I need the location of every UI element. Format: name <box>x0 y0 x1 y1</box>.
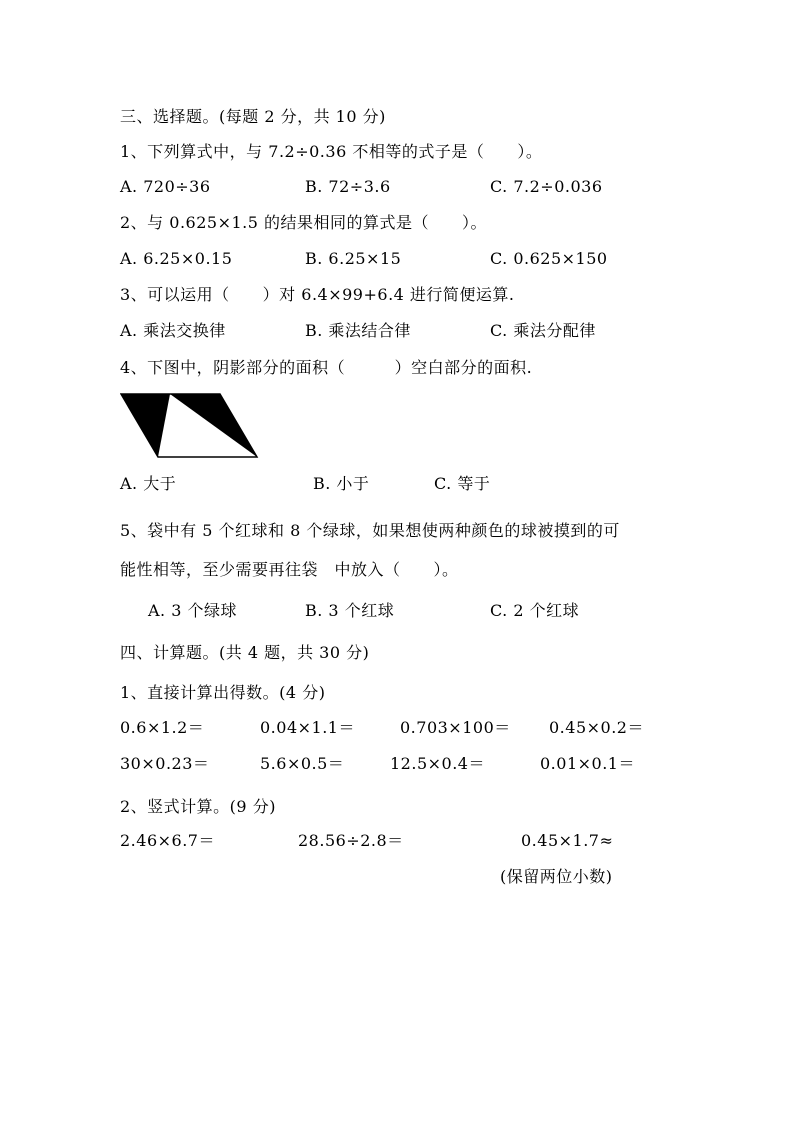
p1-row2-item3: 12.5×0.4＝ <box>390 754 485 773</box>
p1-row1-item2: 0.04×1.1＝ <box>260 718 355 737</box>
q2-option-b: B. 6.25×15 <box>305 249 402 268</box>
shaded-parallelogram-figure <box>120 393 260 461</box>
p2-title: 2、竖式计算。(9 分) <box>120 797 276 816</box>
q4-stem: 4、下图中，阴影部分的面积（ ）空白部分的面积. <box>120 358 533 377</box>
q3-option-c: C. 乘法分配律 <box>490 321 596 340</box>
p1-row2-item1: 30×0.23＝ <box>120 754 210 773</box>
q3-option-b: B. 乘法结合律 <box>305 321 411 340</box>
q1-option-c: C. 7.2÷0.036 <box>490 177 603 196</box>
p2-item2: 28.56÷2.8＝ <box>298 831 404 850</box>
section3-heading: 三、选择题。(每题 2 分，共 10 分) <box>120 107 386 126</box>
q5-option-a: A. 3 个绿球 <box>148 601 237 620</box>
q5-option-c: C. 2 个红球 <box>490 601 580 620</box>
p2-item1: 2.46×6.7＝ <box>120 831 215 850</box>
section4-heading: 四、计算题。(共 4 题，共 30 分) <box>120 643 370 662</box>
q4-option-b: B. 小于 <box>313 474 370 493</box>
q1-option-b: B. 72÷3.6 <box>305 177 391 196</box>
q4-option-a: A. 大于 <box>120 474 177 493</box>
q5-option-b: B. 3 个红球 <box>305 601 395 620</box>
q3-stem: 3、可以运用（ ）对 6.4×99+6.4 进行简便运算. <box>120 285 515 304</box>
q2-option-a: A. 6.25×0.15 <box>120 249 233 268</box>
q2-stem: 2、与 0.625×1.5 的结果相同的算式是（ ）。 <box>120 213 488 232</box>
p2-rounding-note: (保留两位小数) <box>500 867 613 886</box>
p1-row1-item3: 0.703×100＝ <box>400 718 511 737</box>
p1-row1-item4: 0.45×0.2＝ <box>549 718 644 737</box>
q1-stem: 1、下列算式中，与 7.2÷0.36 不相等的式子是（ ）。 <box>120 142 543 161</box>
p1-row1-item1: 0.6×1.2＝ <box>120 718 205 737</box>
p1-row2-item2: 5.6×0.5＝ <box>260 754 345 773</box>
q4-option-c: C. 等于 <box>434 474 491 493</box>
p1-row2-item4: 0.01×0.1＝ <box>540 754 635 773</box>
q1-option-a: A. 720÷36 <box>120 177 211 196</box>
p2-item3: 0.45×1.7≈ <box>521 831 614 850</box>
q5-stem-line2: 能性相等，至少需要再往袋 中放入（ ）。 <box>120 560 459 579</box>
q5-stem-line1: 5、袋中有 5 个红球和 8 个绿球，如果想使两种颜色的球被摸到的可 <box>120 521 620 540</box>
q2-option-c: C. 0.625×150 <box>490 249 608 268</box>
q3-option-a: A. 乘法交换律 <box>120 321 226 340</box>
p1-title: 1、直接计算出得数。(4 分) <box>120 683 326 702</box>
